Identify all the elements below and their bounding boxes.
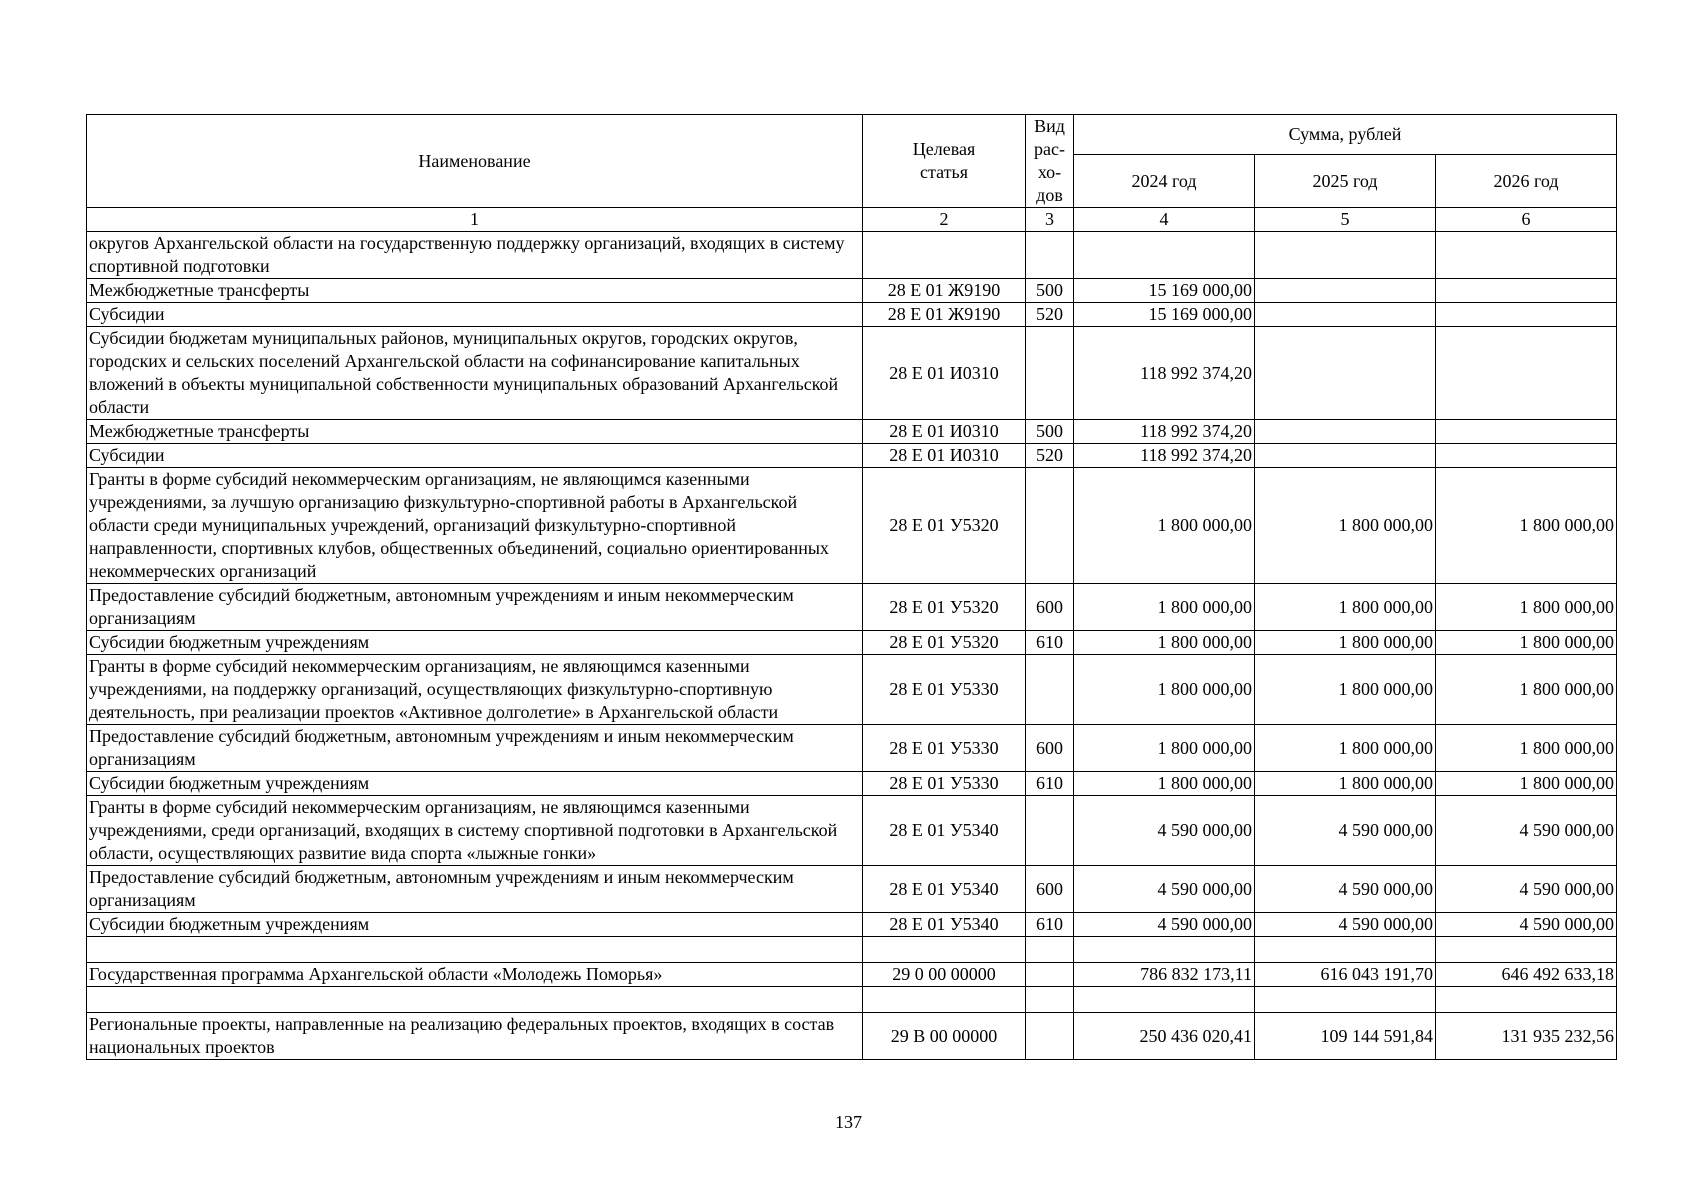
column-number: 6 (1436, 208, 1617, 232)
table-row (87, 303, 1617, 327)
cell-amount-2024: 1 800 000,00 (1074, 655, 1255, 725)
table-body (87, 232, 1617, 1060)
cell-amount-2026 (1436, 327, 1617, 420)
cell-expense-type (1026, 937, 1074, 963)
cell-amount-2024: 1 800 000,00 (1074, 725, 1255, 772)
cell-amount-2026 (1436, 232, 1617, 279)
blank-row (87, 937, 1617, 963)
blank-row (87, 987, 1617, 1013)
cell-target-code: 28 Е 01 И0310 (863, 420, 1026, 444)
budget-table (86, 114, 1617, 1060)
cell-amount-2026: 1 800 000,00 (1436, 655, 1617, 725)
cell-amount-2025: 1 800 000,00 (1255, 584, 1436, 631)
cell-amount-2025 (1255, 987, 1436, 1013)
cell-amount-2024: 1 800 000,00 (1074, 584, 1255, 631)
cell-name: округов Архангельской области на государственную поддержку организаций, входящих в систему спортивной подготовки (87, 232, 863, 279)
cell-amount-2025 (1255, 444, 1436, 468)
cell-expense-type (1026, 232, 1074, 279)
cell-amount-2026: 1 800 000,00 (1436, 772, 1617, 796)
cell-amount-2024: 1 800 000,00 (1074, 631, 1255, 655)
cell-expense-type (1026, 655, 1074, 725)
cell-name: Гранты в форме субсидий некоммерческим организациям, не являющимся казенными учреждениями, за лучшую организацию физкультурно-спортивной работы в Архангельской области среди муниципальных учреждений, организаций физкультурно-спортивной направленности, спортивных клубов, общественных объединений, социально ориентированных некоммерческих организаций (87, 468, 863, 584)
cell-amount-2025 (1255, 232, 1436, 279)
header-sum: Сумма, рублей (1074, 115, 1617, 155)
table-row (87, 631, 1617, 655)
cell-amount-2024: 15 169 000,00 (1074, 303, 1255, 327)
cell-amount-2025 (1255, 420, 1436, 444)
column-number-row (87, 208, 1617, 232)
cell-amount-2025 (1255, 327, 1436, 420)
cell-amount-2026 (1436, 279, 1617, 303)
cell-name: Субсидии (87, 303, 863, 327)
cell-name: Региональные проекты, направленные на реализацию федеральных проектов, входящих в состав национальных проектов (87, 1013, 863, 1060)
cell-expense-type (1026, 963, 1074, 987)
cell-name: Субсидии бюджетам муниципальных районов, муниципальных округов, городских округов, городских и сельских поселений Архангельской области на софинансирование капитальных вложений в объекты муниципальной собственности муниципальных образований Архангельской области (87, 327, 863, 420)
cell-amount-2025: 616 043 191,70 (1255, 963, 1436, 987)
cell-target-code: 28 Е 01 У5320 (863, 631, 1026, 655)
cell-amount-2026 (1436, 987, 1617, 1013)
cell-amount-2025 (1255, 279, 1436, 303)
cell-amount-2024: 1 800 000,00 (1074, 772, 1255, 796)
cell-expense-type: 610 (1026, 913, 1074, 937)
page-number: 137 (835, 1112, 862, 1132)
cell-amount-2024: 1 800 000,00 (1074, 468, 1255, 584)
cell-amount-2026 (1436, 420, 1617, 444)
cell-amount-2025: 1 800 000,00 (1255, 655, 1436, 725)
table-row (87, 963, 1617, 987)
cell-expense-type (1026, 796, 1074, 866)
table-row (87, 584, 1617, 631)
table-header (87, 115, 1617, 232)
cell-target-code: 28 Е 01 У5330 (863, 772, 1026, 796)
table-row (87, 655, 1617, 725)
column-number: 4 (1074, 208, 1255, 232)
cell-name: Субсидии бюджетным учреждениям (87, 631, 863, 655)
header-year-2026: 2026 год (1436, 155, 1617, 208)
cell-amount-2024: 118 992 374,20 (1074, 327, 1255, 420)
cell-expense-type (1026, 468, 1074, 584)
cell-amount-2026 (1436, 303, 1617, 327)
table-row (87, 468, 1617, 584)
cell-amount-2024: 250 436 020,41 (1074, 1013, 1255, 1060)
cell-amount-2026 (1436, 444, 1617, 468)
cell-name: Гранты в форме субсидий некоммерческим организациям, не являющимся казенными учреждениями, среди организаций, входящих в систему спортивной подготовки в Архангельской области, осуществляющих развитие вида спорта «лыжные гонки» (87, 796, 863, 866)
cell-name: Субсидии бюджетным учреждениям (87, 913, 863, 937)
cell-amount-2026: 4 590 000,00 (1436, 913, 1617, 937)
column-number: 3 (1026, 208, 1074, 232)
column-number: 5 (1255, 208, 1436, 232)
cell-amount-2024 (1074, 232, 1255, 279)
cell-amount-2026: 1 800 000,00 (1436, 468, 1617, 584)
cell-amount-2025: 1 800 000,00 (1255, 631, 1436, 655)
cell-amount-2025: 4 590 000,00 (1255, 866, 1436, 913)
header-row (87, 115, 1617, 155)
table-row (87, 279, 1617, 303)
table-row (87, 1013, 1617, 1060)
cell-amount-2025: 4 590 000,00 (1255, 913, 1436, 937)
cell-amount-2025 (1255, 937, 1436, 963)
cell-target-code: 28 Е 01 И0310 (863, 327, 1026, 420)
cell-name: Субсидии (87, 444, 863, 468)
cell-target-code (863, 232, 1026, 279)
cell-amount-2026: 131 935 232,56 (1436, 1013, 1617, 1060)
table-row (87, 913, 1617, 937)
column-number: 2 (863, 208, 1026, 232)
cell-name: Предоставление субсидий бюджетным, автономным учреждениям и иным некоммерческим организациям (87, 584, 863, 631)
cell-expense-type (1026, 1013, 1074, 1060)
cell-amount-2026: 1 800 000,00 (1436, 725, 1617, 772)
cell-amount-2024: 786 832 173,11 (1074, 963, 1255, 987)
cell-amount-2026: 646 492 633,18 (1436, 963, 1617, 987)
table-row (87, 232, 1617, 279)
cell-name: Предоставление субсидий бюджетным, автономным учреждениям и иным некоммерческим организациям (87, 725, 863, 772)
cell-target-code: 28 Е 01 У5340 (863, 866, 1026, 913)
cell-amount-2025 (1255, 303, 1436, 327)
cell-expense-type: 500 (1026, 279, 1074, 303)
cell-amount-2024: 118 992 374,20 (1074, 444, 1255, 468)
header-target: Целевая статья (863, 115, 1026, 208)
cell-expense-type: 600 (1026, 725, 1074, 772)
cell-expense-type: 600 (1026, 584, 1074, 631)
cell-name: Межбюджетные трансферты (87, 420, 863, 444)
table-row (87, 420, 1617, 444)
cell-expense-type: 610 (1026, 772, 1074, 796)
table-row (87, 772, 1617, 796)
table-row (87, 444, 1617, 468)
cell-target-code: 28 Е 01 У5320 (863, 584, 1026, 631)
cell-expense-type: 610 (1026, 631, 1074, 655)
cell-amount-2025: 1 800 000,00 (1255, 772, 1436, 796)
cell-amount-2025: 1 800 000,00 (1255, 468, 1436, 584)
cell-target-code: 29 В 00 00000 (863, 1013, 1026, 1060)
cell-target-code: 28 Е 01 У5320 (863, 468, 1026, 584)
cell-expense-type: 600 (1026, 866, 1074, 913)
table-row (87, 796, 1617, 866)
cell-amount-2026: 1 800 000,00 (1436, 631, 1617, 655)
cell-amount-2026: 4 590 000,00 (1436, 796, 1617, 866)
cell-target-code: 28 Е 01 У5330 (863, 725, 1026, 772)
cell-amount-2024 (1074, 937, 1255, 963)
cell-amount-2026 (1436, 937, 1617, 963)
cell-amount-2025: 109 144 591,84 (1255, 1013, 1436, 1060)
table-row (87, 866, 1617, 913)
cell-target-code: 28 Е 01 У5340 (863, 913, 1026, 937)
cell-name: Государственная программа Архангельской области «Молодежь Поморья» (87, 963, 863, 987)
cell-name: Гранты в форме субсидий некоммерческим организациям, не являющимся казенными учреждениями, на поддержку организаций, осуществляющих физкультурно-спортивную деятельность, при реализации проектов «Активное долголетие» в Архангельской области (87, 655, 863, 725)
cell-expense-type (1026, 987, 1074, 1013)
cell-target-code (863, 937, 1026, 963)
cell-name: Предоставление субсидий бюджетным, автономным учреждениям и иным некоммерческим организациям (87, 866, 863, 913)
cell-expense-type: 520 (1026, 303, 1074, 327)
cell-amount-2024 (1074, 987, 1255, 1013)
cell-amount-2025: 1 800 000,00 (1255, 725, 1436, 772)
header-name: Наименование (87, 115, 863, 208)
cell-amount-2024: 118 992 374,20 (1074, 420, 1255, 444)
table-row (87, 327, 1617, 420)
column-number: 1 (87, 208, 863, 232)
cell-amount-2024: 15 169 000,00 (1074, 279, 1255, 303)
header-year-2025: 2025 год (1255, 155, 1436, 208)
cell-amount-2024: 4 590 000,00 (1074, 796, 1255, 866)
cell-target-code: 28 Е 01 У5340 (863, 796, 1026, 866)
cell-amount-2024: 4 590 000,00 (1074, 913, 1255, 937)
cell-expense-type (1026, 327, 1074, 420)
cell-expense-type: 520 (1026, 444, 1074, 468)
table-row (87, 725, 1617, 772)
header-year-2024: 2024 год (1074, 155, 1255, 208)
cell-name: Субсидии бюджетным учреждениям (87, 772, 863, 796)
cell-expense-type: 500 (1026, 420, 1074, 444)
cell-target-code: 28 Е 01 И0310 (863, 444, 1026, 468)
header-vid: Вид рас-хо-дов (1026, 115, 1074, 208)
cell-target-code (863, 987, 1026, 1013)
cell-amount-2024: 4 590 000,00 (1074, 866, 1255, 913)
cell-amount-2026: 1 800 000,00 (1436, 584, 1617, 631)
cell-target-code: 29 0 00 00000 (863, 963, 1026, 987)
cell-target-code: 28 Е 01 Ж9190 (863, 279, 1026, 303)
cell-amount-2025: 4 590 000,00 (1255, 796, 1436, 866)
cell-name: Межбюджетные трансферты (87, 279, 863, 303)
cell-target-code: 28 Е 01 У5330 (863, 655, 1026, 725)
cell-amount-2026: 4 590 000,00 (1436, 866, 1617, 913)
cell-name (87, 937, 863, 963)
cell-target-code: 28 Е 01 Ж9190 (863, 303, 1026, 327)
cell-name (87, 987, 863, 1013)
